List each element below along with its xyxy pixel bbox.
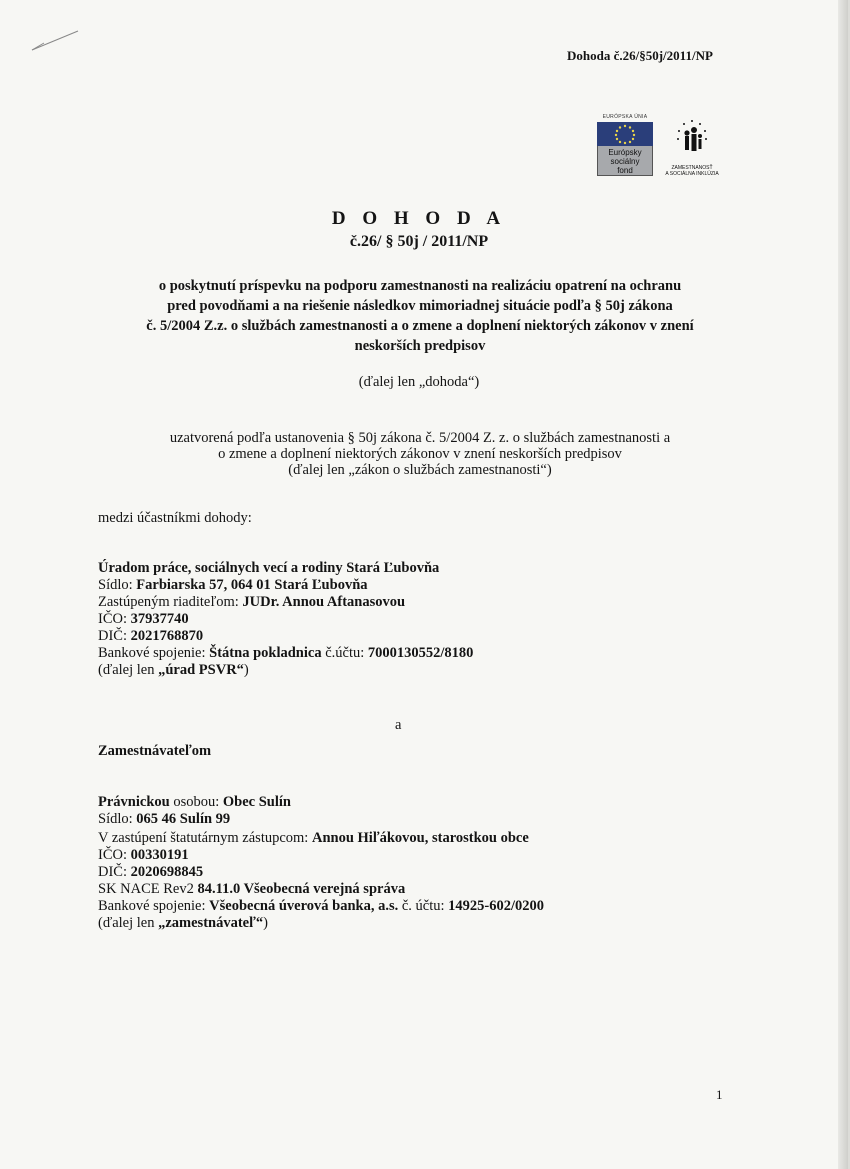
employer-ico-label: IČO: [98,847,131,863]
employer-dic-value: 2020698845 [130,864,204,880]
subject-line: pred povodňami a na riešenie následkov mimoriadnej situácie podľa § 50j zákona [167,298,673,314]
employer-nace [98,881,405,898]
office-seat [98,577,368,594]
document-reference: Dohoda č.26/§50j/2011/NP [567,48,713,63]
esf-label-line: sociálny [610,157,640,166]
employer-nace-value: 84.11.0 Všeobecná verejná správa [197,881,406,897]
office-bank-label: Bankové spojenie: [98,645,210,661]
conjunction: a [395,717,402,733]
eu-esf-logo [595,114,655,184]
esf-label-line: Európsky [608,148,642,157]
eu-logo-caption: EURÓPSKA ÚNIA [602,114,648,120]
office-alias-pre: (ďalej len [98,662,159,678]
office-ico-label: IČO: [98,611,131,627]
employer-rep-label: V zastúpení štatutárnym zástupcom: [98,830,312,846]
office-representative [98,594,405,611]
employer-representative [98,830,529,847]
legal-basis-line: (ďalej len „zákon o službách zamestnanosti“) [288,462,552,478]
employer-account-value: 14925-602/0200 [448,898,545,914]
employer-ico [98,847,189,864]
office-rep-label: Zastúpeným riaditeľom: [98,594,243,610]
employer-seat [98,811,230,828]
employer-nace-label: SK NACE Rev2 [98,881,198,897]
office-alias-value: „úrad PSVR“ [158,662,244,678]
legal-basis-line: uzatvorená podľa ustanovenia § 50j zákona č. 5/2004 Z. z. o službách zamestnanosti a [169,430,671,446]
office-alias-post: ) [243,662,249,678]
document-title: D O H O D A [331,208,507,229]
employer-alias-post: ) [263,915,269,931]
office-account-value: 7000130552/8180 [367,645,474,661]
employer-entity-label: Právnickou [98,794,170,810]
employer-bank-value: Všeobecná úverová banka, a.s. [209,898,399,914]
office-seat-value: Farbiarska 57, 064 01 Stará Ľubovňa [136,577,368,593]
office-bank [98,645,473,662]
eu-flag-icon [597,122,653,146]
short-name: (ďalej len „dohoda“) [358,374,480,390]
legal-basis [110,430,730,478]
agreement-subject [110,276,730,356]
page-number: 1 [716,1087,723,1102]
legal-basis-line: o zmene a doplnení niektorých zákonov v znení neskorších predpisov [218,446,622,462]
office-dic-value: 2021768870 [130,628,204,644]
office-ico [98,611,189,628]
office-dic-label: DIČ: [98,628,131,644]
office-rep-value: JUDr. Annou Aftanasovou [242,594,406,610]
pen-mark [30,28,80,52]
document-number: č.26/ § 50j / 2011/NP [349,233,489,250]
employer-heading: Zamestnávateľom [98,743,212,759]
office-bank-value: Štátna pokladnica [209,645,322,661]
parties-intro: medzi účastníkmi dohody: [98,510,252,526]
employer-alias [98,915,268,932]
people-icon [670,118,714,158]
employer-alias-pre: (ďalej len [98,915,159,931]
employment-inclusion-logo [662,118,722,188]
employer-ico-value: 00330191 [130,847,189,863]
subject-line: č. 5/2004 Z.z. o službách zamestnanosti a o zmene a doplnení niektorých zákonov v znení [146,318,694,334]
employer-entity [98,794,291,811]
esf-label-box [597,146,653,176]
employer-alias-value: „zamestnávateľ“ [158,915,264,931]
employer-bank [98,898,544,915]
employer-rep-value: Annou Hiľákovou, starostkou obce [311,830,529,846]
subject-line: neskorších predpisov [354,338,486,354]
esf-label-line: fond [617,166,633,175]
employer-dic-label: DIČ: [98,864,131,880]
office-ico-value: 37937740 [130,611,189,627]
inclusion-caption-line: A SOCIÁLNA INKLÚZIA [665,171,719,177]
office-name: Úradom práce, sociálnych vecí a rodiny Stará Ľubovňa [98,560,440,576]
office-seat-label: Sídlo: [98,577,137,593]
employer-dic [98,864,203,881]
employer-bank-label: Bankové spojenie: [98,898,210,914]
inclusion-caption [662,165,722,177]
employer-seat-label: Sídlo: [98,811,137,827]
office-account-label: č.účtu: [321,645,368,661]
office-dic [98,628,203,645]
employer-account-label: č. účtu: [398,898,449,914]
inclusion-caption-line: ZAMESTNANOSŤ [671,165,713,171]
employer-entity-value: Obec Sulín [222,794,291,810]
employer-seat-value: 065 46 Sulín 99 [136,811,231,827]
office-alias [98,662,249,679]
employer-entity-rest: osobou: [169,794,223,810]
subject-line: o poskytnutí príspevku na podporu zamestnanosti na realizáciu opatrení na ochranu [158,278,682,294]
